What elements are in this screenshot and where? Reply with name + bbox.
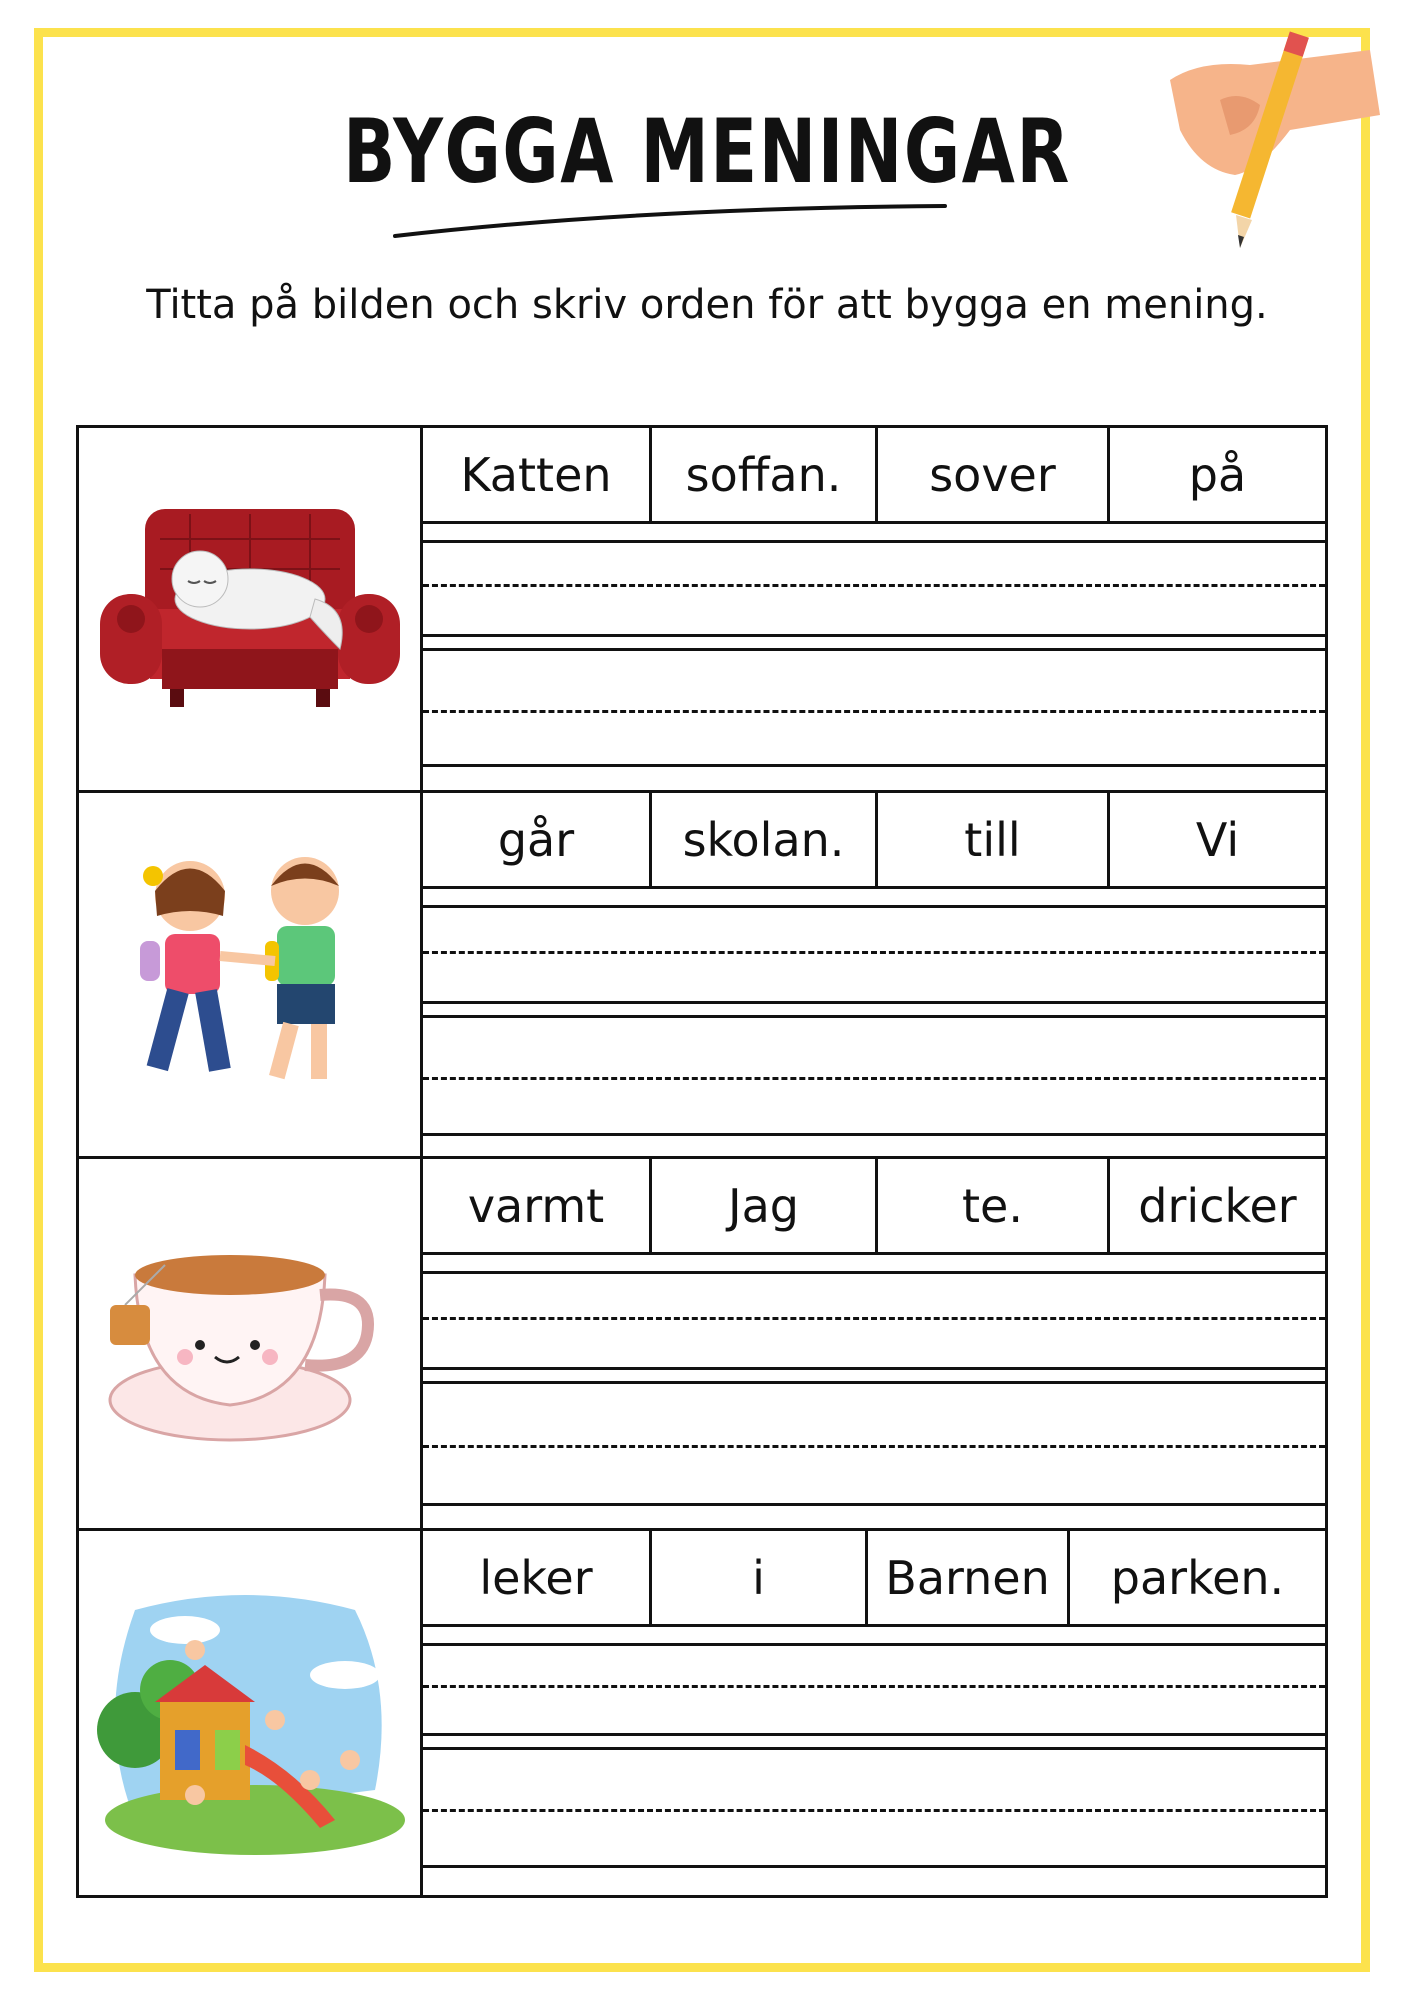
page-title: BYGGA MENINGAR bbox=[343, 100, 1071, 203]
word-tile[interactable]: parken. bbox=[1067, 1531, 1325, 1624]
picture-cell bbox=[79, 1159, 423, 1531]
word-tile[interactable]: leker bbox=[479, 1550, 593, 1605]
guide-line bbox=[423, 1503, 1325, 1506]
title-underline bbox=[390, 200, 950, 240]
sentence-row-2 bbox=[79, 790, 1325, 1159]
writing-lines[interactable] bbox=[423, 889, 1325, 1159]
midline-dashed bbox=[423, 710, 1325, 713]
guide-line bbox=[423, 1015, 1325, 1018]
writing-lines[interactable] bbox=[423, 1627, 1325, 1898]
writing-lines[interactable] bbox=[423, 524, 1325, 790]
word-tile[interactable]: Barnen bbox=[865, 1531, 1067, 1624]
word-tile[interactable]: går bbox=[497, 812, 575, 867]
picture-cell bbox=[79, 1531, 423, 1898]
playground-icon bbox=[95, 1570, 405, 1860]
guide-line bbox=[423, 1381, 1325, 1384]
teacup-icon bbox=[105, 1235, 395, 1455]
guide-line bbox=[423, 540, 1325, 543]
midline-dashed bbox=[423, 1809, 1325, 1812]
picture-cell bbox=[79, 428, 423, 790]
worksheet-table bbox=[76, 425, 1328, 1898]
guide-line bbox=[423, 1733, 1325, 1736]
midline-dashed bbox=[423, 1445, 1325, 1448]
guide-line bbox=[423, 1865, 1325, 1868]
guide-line bbox=[423, 1643, 1325, 1646]
guide-line bbox=[423, 648, 1325, 651]
midline-dashed bbox=[423, 584, 1325, 587]
word-tile[interactable]: soffan. bbox=[649, 428, 875, 521]
word-tile[interactable]: skolan. bbox=[649, 793, 875, 886]
word-tile[interactable]: te. bbox=[875, 1159, 1107, 1252]
sentence-row-4 bbox=[79, 1528, 1325, 1898]
kids-walking-icon bbox=[105, 846, 395, 1106]
guide-line bbox=[423, 634, 1325, 637]
guide-line bbox=[423, 1367, 1325, 1370]
writing-lines[interactable] bbox=[423, 1255, 1325, 1531]
word-bank bbox=[423, 1531, 1325, 1627]
instruction-text: Titta på bilden och skriv orden för att bygga en mening. bbox=[146, 282, 1268, 328]
word-bank bbox=[423, 793, 1325, 889]
word-bank bbox=[423, 1159, 1325, 1255]
word-tile[interactable]: sover bbox=[875, 428, 1107, 521]
midline-dashed bbox=[423, 1685, 1325, 1688]
word-tile[interactable]: dricker bbox=[1107, 1159, 1325, 1252]
word-bank bbox=[423, 428, 1325, 524]
guide-line bbox=[423, 1133, 1325, 1136]
guide-line bbox=[423, 764, 1325, 767]
guide-line bbox=[423, 1001, 1325, 1004]
sofa-cat-icon bbox=[100, 499, 400, 719]
word-tile[interactable]: till bbox=[875, 793, 1107, 886]
word-tile[interactable]: Vi bbox=[1107, 793, 1325, 886]
sentence-row-1 bbox=[79, 428, 1325, 790]
midline-dashed bbox=[423, 951, 1325, 954]
word-tile[interactable]: på bbox=[1107, 428, 1325, 521]
sentence-row-3 bbox=[79, 1156, 1325, 1531]
word-tile[interactable]: Katten bbox=[460, 447, 612, 502]
midline-dashed bbox=[423, 1077, 1325, 1080]
guide-line bbox=[423, 1747, 1325, 1750]
word-tile[interactable]: Jag bbox=[649, 1159, 875, 1252]
word-tile[interactable]: i bbox=[649, 1531, 865, 1624]
picture-cell bbox=[79, 793, 423, 1159]
midline-dashed bbox=[423, 1317, 1325, 1320]
guide-line bbox=[423, 1271, 1325, 1274]
word-tile[interactable]: varmt bbox=[467, 1178, 605, 1233]
guide-line bbox=[423, 905, 1325, 908]
